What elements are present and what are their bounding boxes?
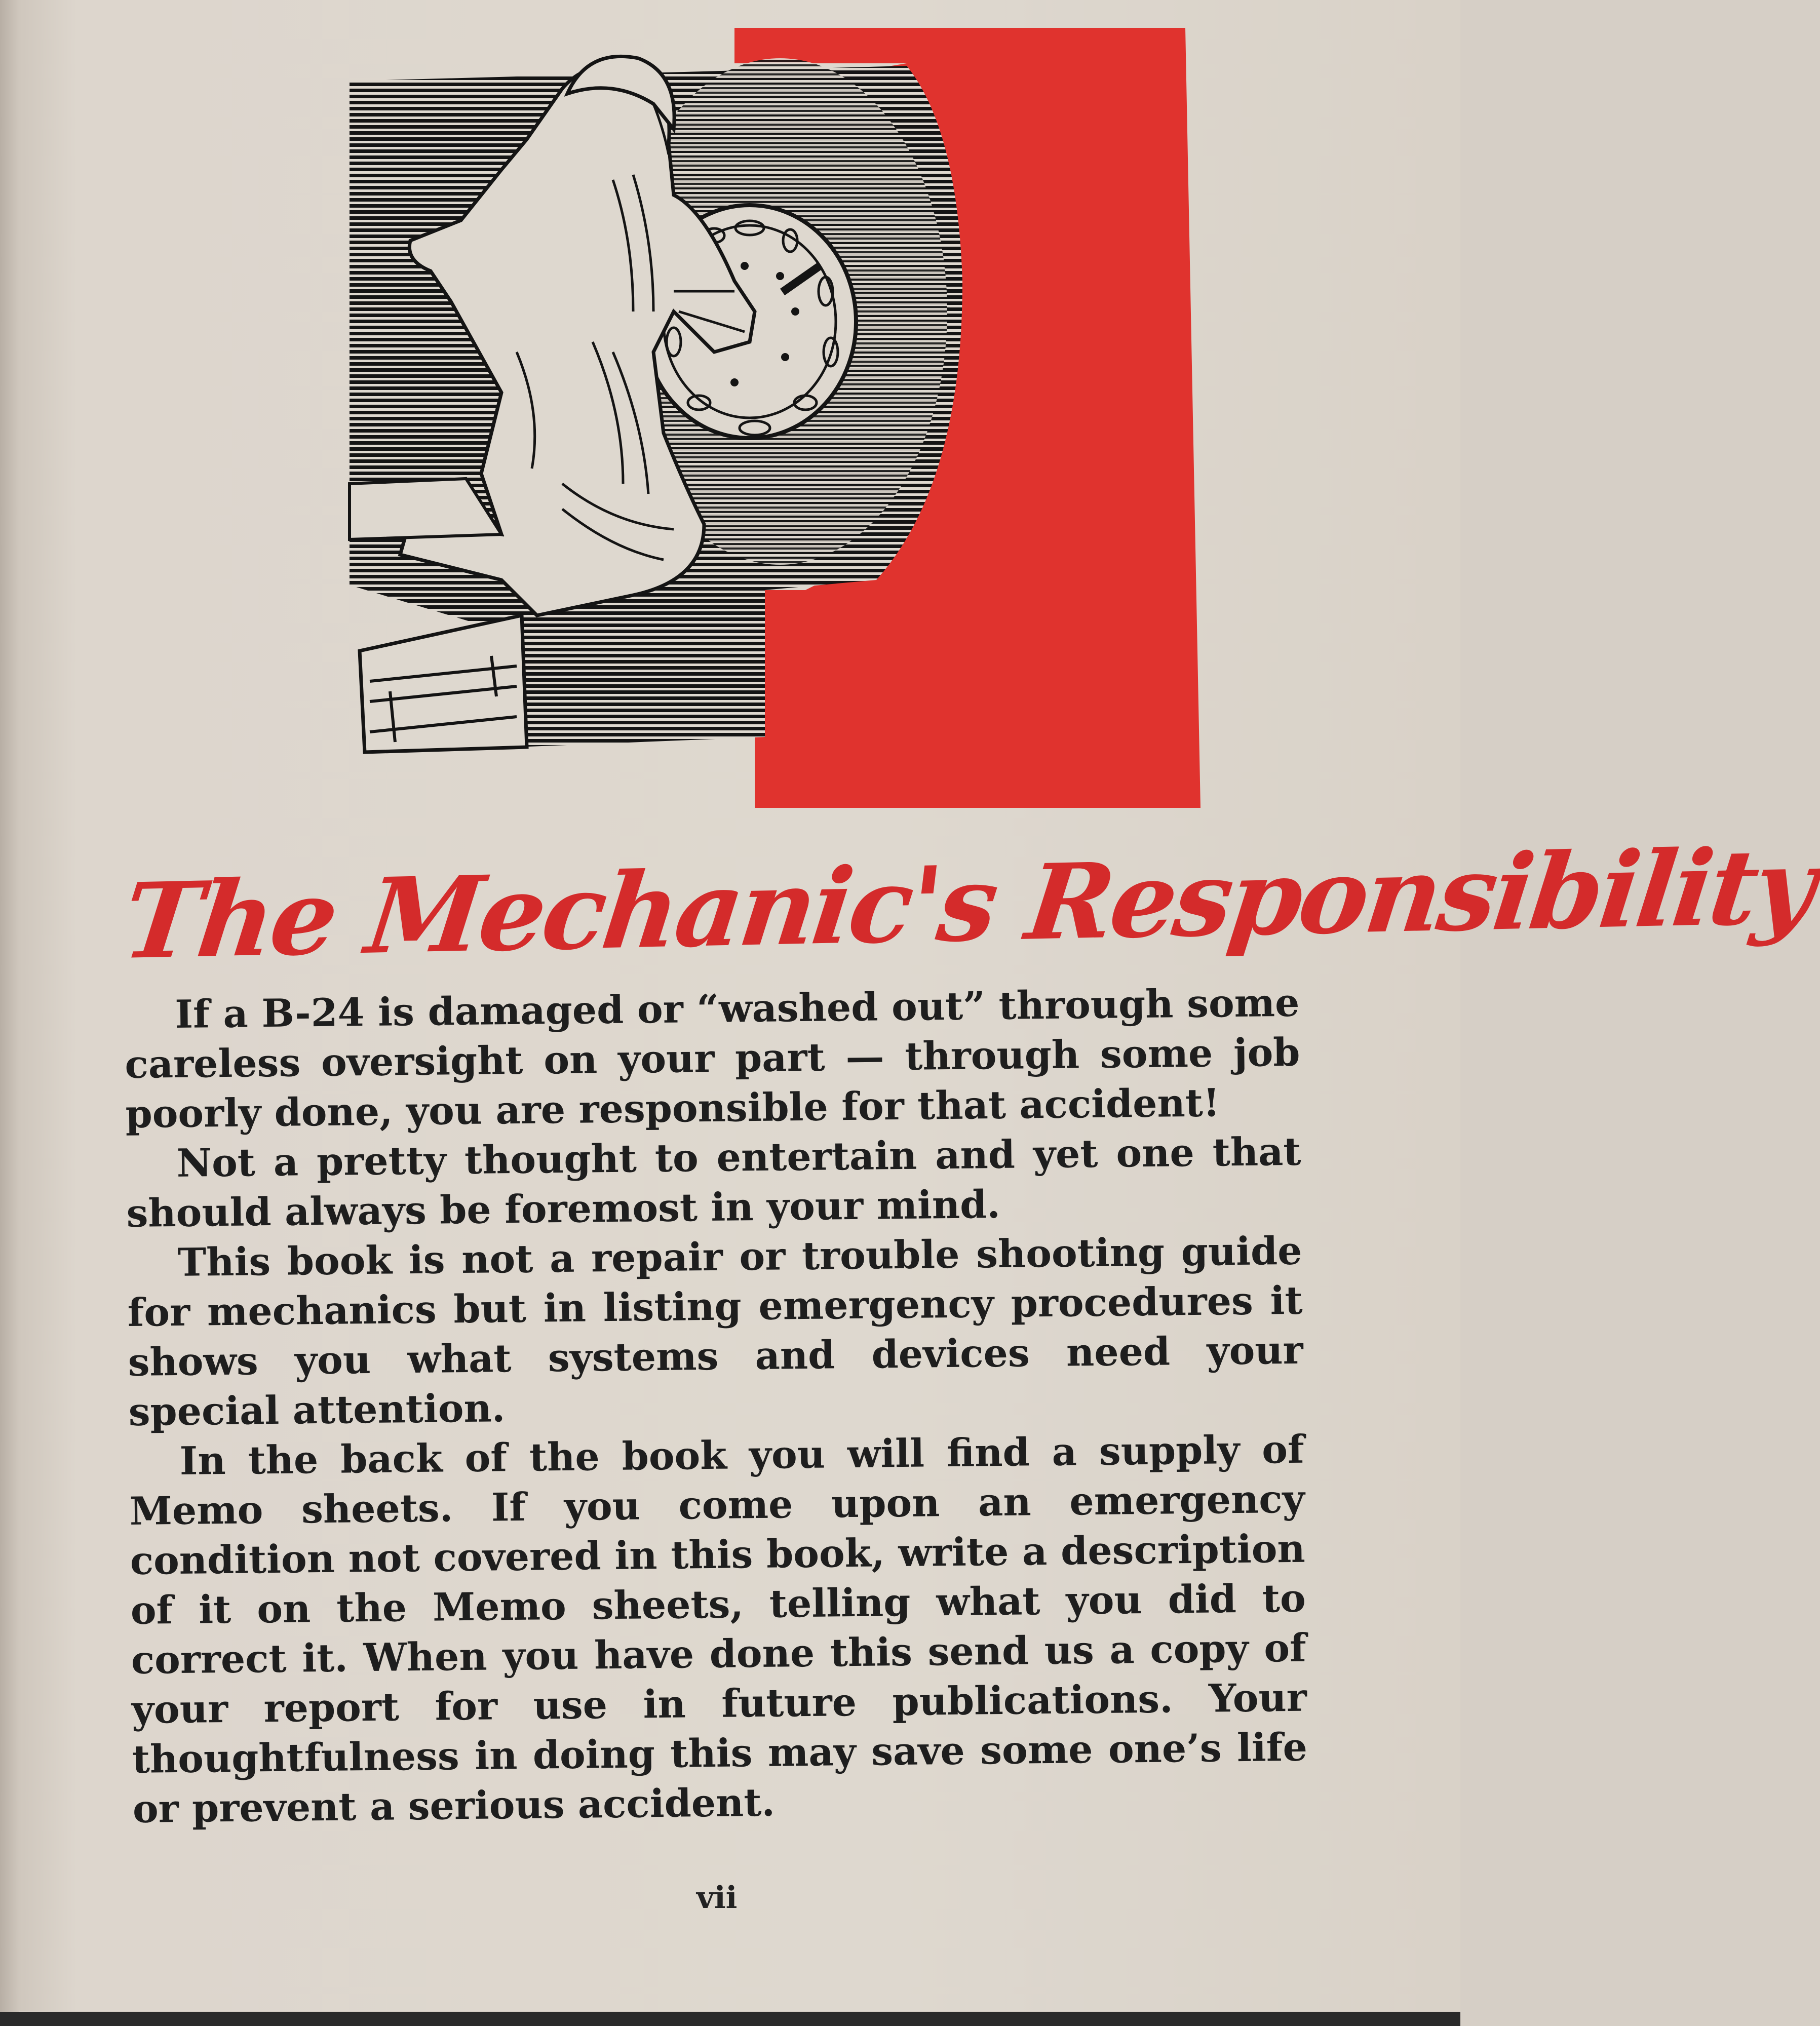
paragraph-4: In the back of the book you will find a supply of Memo sheets. If you come upon an emergency condition not covered in this book, write a description of it on the Memo sheets, telling what you did to correct it. When you have done this send us a copy of your report for use in future publications. Your thoughtfulness in doing this may save some one’s life or prevent a serious accident.	[129, 1426, 1308, 1832]
book-spine-edge	[0, 0, 19, 2026]
page-title: The Mechanic's Responsibility	[117, 826, 1820, 983]
paragraph-3: This book is not a repair or trouble shooting guide for mechanics but in listing emergency procedures it shows you what systems and devices need your special attention.	[127, 1228, 1304, 1434]
mechanic-illustration	[350, 28, 1206, 818]
paragraph-1: If a B-24 is damaged or “washed out” through some careless oversight on your part — through some job poorly done, you are responsible for that accident!	[125, 980, 1300, 1137]
bottom-edge	[0, 2012, 1460, 2026]
page-number: vii	[696, 1880, 738, 1916]
paragraph-2: Not a pretty thought to entertain and yet one that should always be foremost in your mind.	[126, 1128, 1301, 1236]
body-text	[124, 978, 1308, 1834]
